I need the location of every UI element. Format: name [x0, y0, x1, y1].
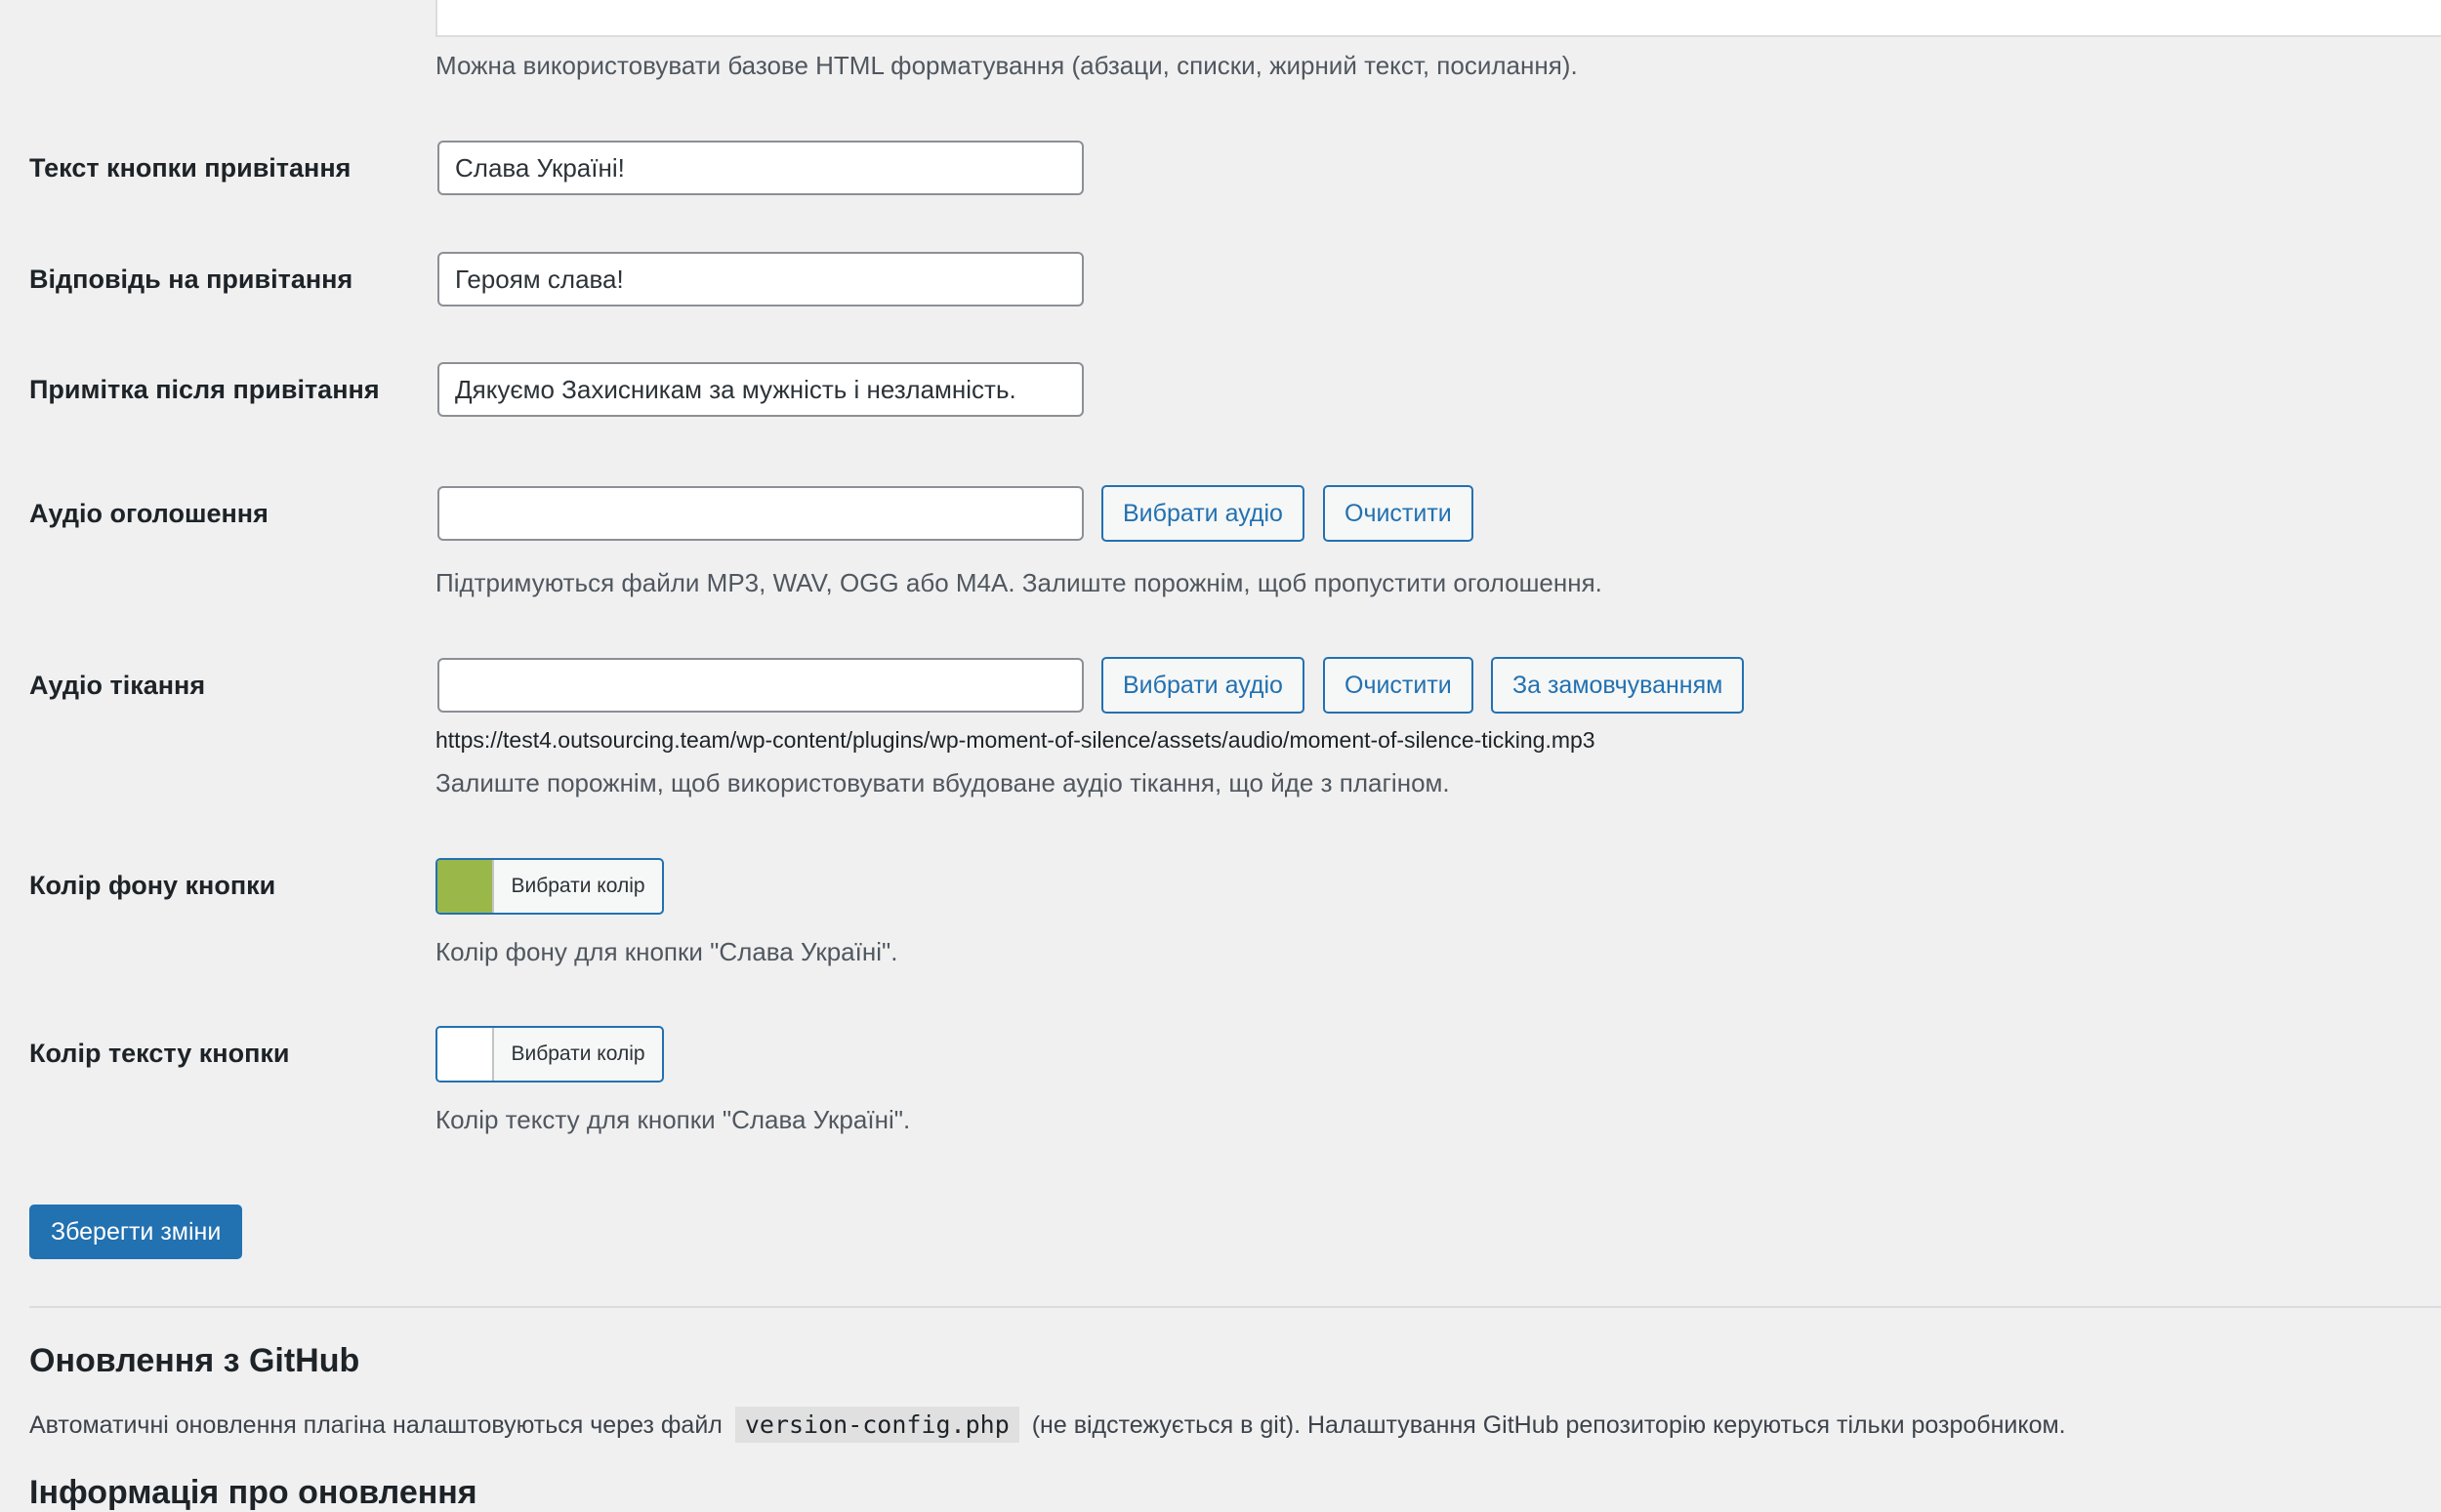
greeting-note-label: Примітка після привітання: [29, 375, 380, 404]
color-picker-label: Вибрати колір: [511, 875, 645, 897]
ticking-audio-input[interactable]: [437, 658, 1084, 713]
button-bg-color-description: Колір фону для кнопки "Слава Україні".: [435, 937, 898, 966]
ticking-clear-button[interactable]: Очистити: [1323, 657, 1473, 714]
button-text-color-description: Колір тексту для кнопки "Слава Україні".: [435, 1105, 911, 1134]
announcement-audio-label: Аудіо оголошення: [29, 499, 269, 528]
update-info-heading: Інформація про оновлення: [29, 1474, 477, 1511]
greeting-button-text-label: Текст кнопки привітання: [29, 153, 352, 183]
section-divider: [29, 1306, 2441, 1308]
announcement-choose-audio-button[interactable]: Вибрати аудіо: [1101, 485, 1304, 542]
color-picker-label: Вибрати колір: [511, 1042, 645, 1065]
ticking-choose-audio-button[interactable]: Вибрати аудіо: [1101, 657, 1304, 714]
announcement-audio-description: Підтримуються файли MP3, WAV, OGG або M4A. Залиште порожнім, щоб пропустити оголошення.: [435, 568, 1602, 597]
button-bg-color-picker[interactable]: [435, 858, 664, 915]
announcement-audio-input[interactable]: [437, 486, 1084, 541]
color-swatch: [437, 1028, 494, 1081]
ticking-default-url: https://test4.outsourcing.team/wp-content/plugins/wp-moment-of-silence/assets/audio/moment-of-silence-ticking.mp3: [435, 727, 1595, 753]
html-formatting-description: Можна використовувати базове HTML форматування (абзаци, списки, жирний текст, посилання).: [435, 51, 1578, 80]
github-text-before: Автоматичні оновлення плагіна налаштовуються через файл: [29, 1411, 723, 1439]
button-bg-color-label: Колір фону кнопки: [29, 871, 276, 900]
announcement-clear-button[interactable]: Очистити: [1323, 485, 1473, 542]
greeting-reply-input[interactable]: Героям слава!: [437, 252, 1084, 306]
github-updates-heading: Оновлення з GitHub: [29, 1342, 360, 1379]
ticking-default-button[interactable]: За замовчуванням: [1491, 657, 1744, 714]
content-editor-area[interactable]: [435, 0, 2441, 37]
button-text-color-label: Колір тексту кнопки: [29, 1039, 290, 1068]
github-updates-paragraph: [29, 1404, 2066, 1447]
color-swatch: [437, 860, 494, 913]
greeting-reply-label: Відповідь на привітання: [29, 265, 353, 294]
greeting-note-input[interactable]: Дякуємо Захисникам за мужність і незламність.: [437, 362, 1084, 417]
greeting-button-text-input[interactable]: Слава Україні!: [437, 141, 1084, 195]
ticking-audio-label: Аудіо тікання: [29, 671, 206, 700]
version-config-code: version-config.php: [735, 1407, 1019, 1443]
github-text-after: (не відстежується в git). Налаштування GitHub репозиторію керуються тільки розробником.: [1031, 1411, 2066, 1439]
button-text-color-picker[interactable]: [435, 1026, 664, 1083]
save-changes-button[interactable]: Зберегти зміни: [29, 1205, 242, 1259]
ticking-audio-description: Залиште порожнім, щоб використовувати вбудоване аудіо тікання, що йде з плагіном.: [435, 768, 1450, 797]
